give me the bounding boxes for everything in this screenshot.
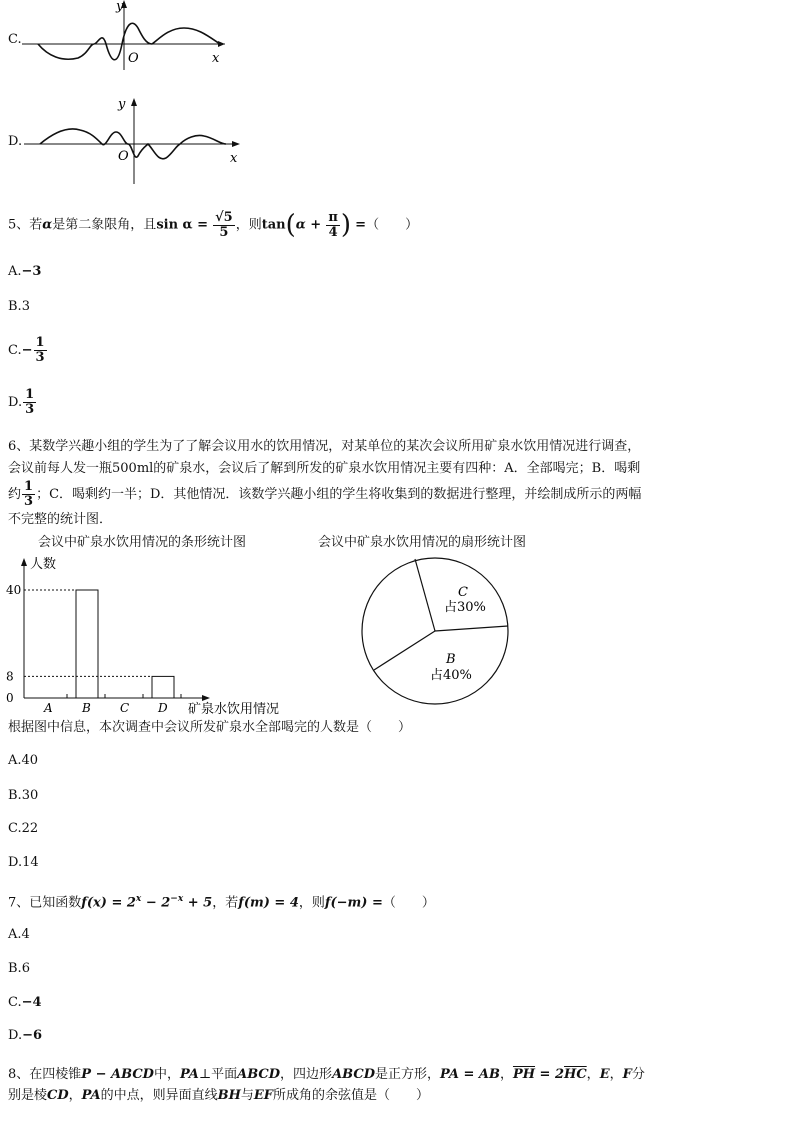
q7-option-d[interactable]: D.−6 bbox=[8, 1028, 43, 1043]
option-d[interactable] bbox=[0, 92, 260, 188]
q5-option-d[interactable]: D. $\frac{1}{3}$ bbox=[8, 387, 35, 417]
bar-B bbox=[76, 590, 98, 698]
pie-slice-c-text: 占30% bbox=[444, 600, 486, 615]
option-c[interactable] bbox=[0, 0, 260, 70]
q5-option-a[interactable]: A.−3 bbox=[8, 264, 42, 279]
question-8: 8、在四棱锥P − ABCD中，PA⊥平面ABCD，四边形ABCD是正方形，PA = AB，$\overline{PH} = 2\overline{HC}$，E，F分 别是棱CD，PA的中点，则异面直线BH与EF所成角的余弦值是（ ） bbox=[8, 1067, 645, 1103]
x-tick-label: C bbox=[120, 701, 130, 715]
pie-chart bbox=[360, 556, 520, 706]
option-c-label: C. bbox=[8, 32, 22, 47]
option-d-label: D. bbox=[8, 134, 23, 149]
q6-option-d[interactable]: D.14 bbox=[8, 855, 39, 870]
question-5: 5、若α是第二象限角，且sin α = $\frac{√5}{5}$ ，则tan(α + $\frac{\pi}{4}$ ) =（ ） bbox=[8, 209, 419, 240]
pie-slice-b-text: 占40% bbox=[430, 668, 472, 683]
q6-option-b[interactable]: B.30 bbox=[8, 788, 39, 803]
bar-D bbox=[152, 676, 174, 698]
origin-label: O bbox=[128, 51, 139, 66]
q6-option-a[interactable]: A.40 bbox=[8, 753, 39, 768]
graph-d bbox=[20, 92, 250, 188]
x-axis-label: x bbox=[230, 151, 238, 166]
x-axis-title: 矿泉水饮用情况 bbox=[188, 702, 280, 717]
x-tick-label: D bbox=[158, 701, 168, 715]
q7-option-c[interactable]: C.−4 bbox=[8, 995, 42, 1010]
y-tick-label: 40 bbox=[6, 583, 22, 597]
q5-option-c[interactable]: C.− $\frac{1}{3}$ bbox=[8, 335, 45, 365]
y-axis-title: 人数 bbox=[30, 557, 57, 572]
y-tick-label: 0 bbox=[6, 691, 14, 705]
y-axis-label: y bbox=[116, 0, 124, 14]
bar-chart bbox=[0, 550, 300, 720]
question-6: 6、某数学兴趣小组的学生为了了解会议用水的饮用情况，对某单位的某次会议所用矿泉水饮用情况进行调查， 会议前每人发一瓶500ml的矿泉水，会议后了解到所发的矿泉水饮用情况主要有四种：A．全部喝完；B．喝剩 约 $\frac{1}{3}$ ；C．喝剩约一半；D．其他情况．该数学兴趣小组的学生将收集到的数据进行整理，并绘制成所示的两幅 不完整的统计图． bbox=[8, 439, 642, 527]
q6-option-c[interactable]: C.22 bbox=[8, 821, 39, 836]
y-axis-label: y bbox=[118, 97, 126, 112]
graph-c bbox=[20, 0, 240, 70]
y-tick-label: 8 bbox=[6, 669, 14, 684]
q6-question: 根据图中信息，本次调查中会议所发矿泉水全部喝完的人数是（ ） bbox=[8, 720, 412, 735]
question-7: 7、已知函数$f(x) = 2^x - 2^{-x} + 5$，若f(m) = 4，则f(−m) =（ ） bbox=[8, 894, 435, 911]
x-tick-label: A bbox=[44, 701, 53, 715]
x-axis-label: x bbox=[212, 51, 220, 66]
origin-label: O bbox=[118, 149, 129, 164]
pie-slice-c-label: C bbox=[458, 585, 468, 600]
pie-slice-b-label: B bbox=[446, 652, 456, 667]
q7-option-b[interactable]: B.6 bbox=[8, 961, 30, 976]
q5-option-b[interactable]: B.3 bbox=[8, 299, 30, 314]
q7-option-a[interactable]: A.4 bbox=[8, 927, 30, 942]
pie-chart-title: 会议中矿泉水饮用情况的扇形统计图 bbox=[318, 535, 527, 550]
bar-chart-title: 会议中矿泉水饮用情况的条形统计图 bbox=[38, 535, 247, 550]
x-tick-label: B bbox=[82, 701, 91, 715]
